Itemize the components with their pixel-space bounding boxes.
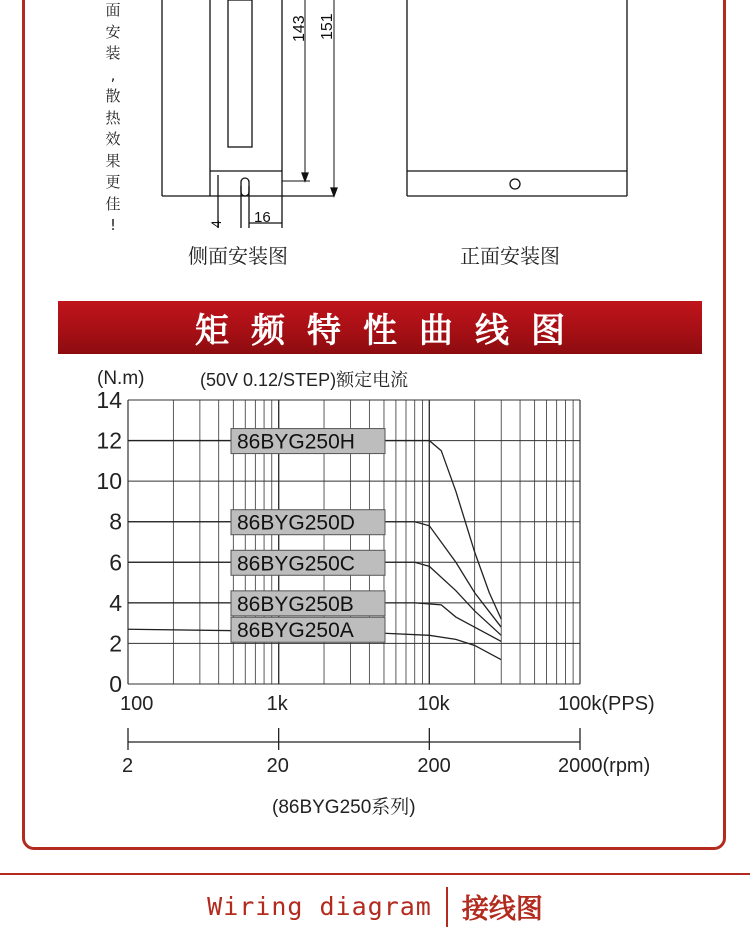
y-tick-label: 8 xyxy=(109,508,122,535)
wiring-title-zh: 接线图 xyxy=(461,894,543,925)
y-axis-label: (N.m) xyxy=(97,368,145,389)
banner-title: 矩频特性曲线图 xyxy=(195,311,587,351)
x-tick-label-rpm: 200 xyxy=(417,755,451,777)
side-note: 面 安 装 , 散 热 效 果 更 佳 ! xyxy=(105,1,121,234)
dim-143: 143 xyxy=(291,15,308,42)
section-divider xyxy=(0,873,750,875)
torque-frequency-chart xyxy=(0,360,750,840)
series-label: 86BYG250B xyxy=(237,592,354,616)
side-mount-drawing xyxy=(162,0,337,228)
x-tick-label-pps: 1k xyxy=(266,693,288,715)
caption-front-mount: 正面安装图 xyxy=(460,244,560,268)
wiring-header xyxy=(0,885,750,928)
caption-side-mount: 侧面安装图 xyxy=(188,244,288,268)
y-tick-label: 2 xyxy=(109,630,122,657)
x-tick-label-rpm: 2 xyxy=(122,755,134,777)
x-tick-label-pps: 10k xyxy=(417,693,450,715)
y-tick-label: 6 xyxy=(109,549,122,576)
series-label: 86BYG250C xyxy=(237,552,355,576)
x-tick-label-rpm: 2000(rpm) xyxy=(558,755,651,777)
title-separator xyxy=(446,887,448,927)
dim-4: 4 xyxy=(208,220,224,228)
x-tick-label-pps: 100k(PPS) xyxy=(558,693,655,715)
dim-16: 16 xyxy=(254,209,271,226)
y-tick-label: 0 xyxy=(109,671,122,697)
series-label: 86BYG250H xyxy=(237,430,355,454)
y-tick-label: 10 xyxy=(96,468,122,495)
series-label: 86BYG250A xyxy=(237,619,354,643)
x-tick-label-pps: 100 xyxy=(120,693,154,715)
wiring-title-en: Wiring diagram xyxy=(207,892,432,921)
chart-subtitle: (50V 0.12/STEP)额定电流 xyxy=(200,370,409,390)
mounting-drawings xyxy=(0,0,750,240)
y-tick-label: 14 xyxy=(96,387,122,413)
title-banner xyxy=(58,301,702,354)
y-tick-label: 12 xyxy=(96,427,122,454)
series-label: 86BYG250D xyxy=(237,511,355,535)
front-mount-drawing xyxy=(407,0,627,196)
x-tick-label-rpm: 20 xyxy=(266,755,289,777)
chart-footnote: (86BYG250系列) xyxy=(272,797,416,818)
y-tick-label: 4 xyxy=(109,589,122,616)
dim-151: 151 xyxy=(319,13,336,40)
